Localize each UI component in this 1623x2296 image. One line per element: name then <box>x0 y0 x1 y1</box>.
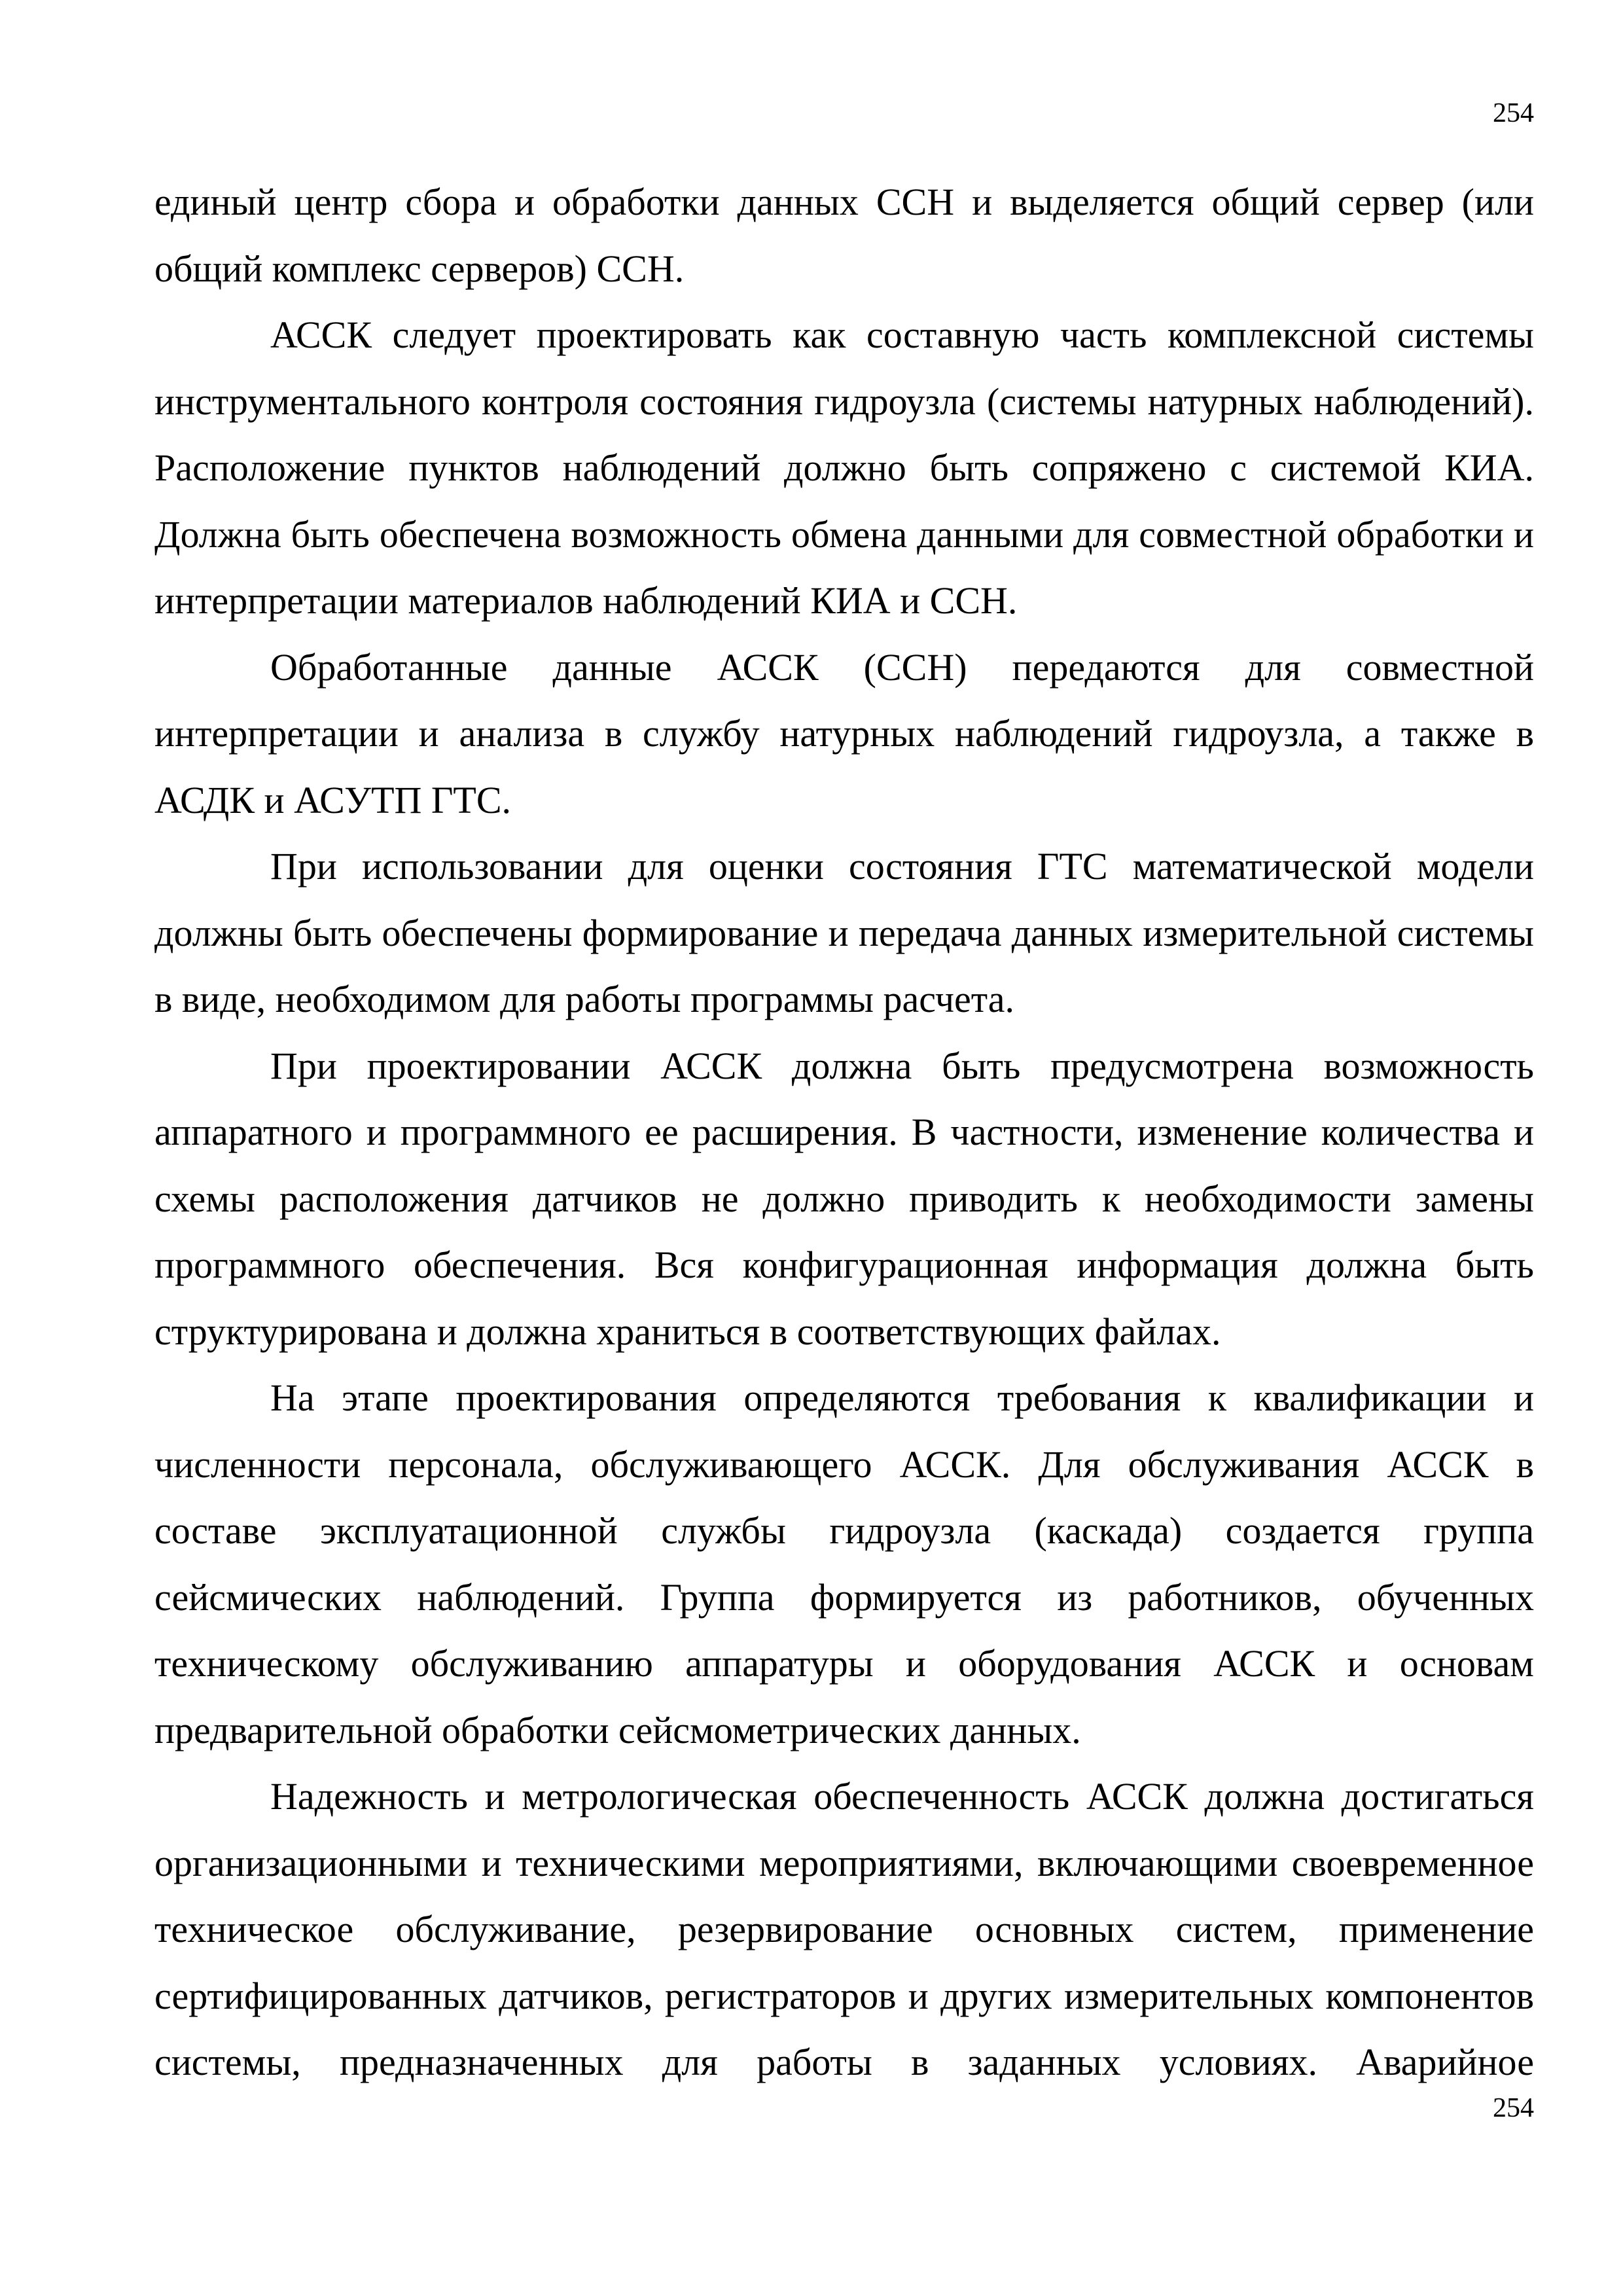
paragraph-4: При использовании для оценки состояния ГТС математической модели должны быть обеспечены формирование и передача данных измерительной системы в виде, необходимом для работы программы расчета. <box>154 845 1534 1020</box>
paragraph-6: На этапе проектирования определяются требования к квалификации и численности персонала, обслуживающего АССК. Для обслуживания АССК в составе эксплуатационной службы гидроузла (каскада) создается группа сейсмических наблюдений. Группа формируется из работников, обученных техническому обслуживанию аппаратуры и оборудования АССК и основам предварительной обработки сейсмометрических данных. <box>154 1376 1534 1751</box>
paragraph-1: единый центр сбора и обработки данных ССН и выделяется общий сервер (или общий комплекс серверов) ССН. <box>154 181 1534 290</box>
paragraph-5: При проектировании АССК должна быть предусмотрена возможность аппаратного и программного ее расширения. В частности, изменение количества и схемы расположения датчиков не должно приводить к необходимости замены программного обеспечения. Вся конфигурационная информация должна быть структурирована и должна храниться в соответствующих файлах. <box>154 1044 1534 1353</box>
page-number-top: 254 <box>1493 98 1534 128</box>
page-number-bottom: 254 <box>1493 2093 1534 2123</box>
paragraph-3: Обработанные данные АССК (ССН) передаются для совместной интерпретации и анализа в службу натурных наблюдений гидроузла, а также в АСДК и АСУТП ГТС. <box>154 645 1534 821</box>
paragraph-2: АССК следует проектировать как составную часть комплексной системы инструментального контроля состояния гидроузла (системы натурных наблюдений). Расположение пунктов наблюдений должно быть сопряжено с системой КИА. Должна быть обеспечена возможность обмена данными для совместной обработки и интерпретации материалов наблюдений КИА и ССН. <box>154 314 1534 622</box>
document-body <box>154 169 1534 2096</box>
paragraph-7: Надежность и метрологическая обеспеченность АССК должна достигаться организационными и техническими мероприятиями, включающими своевременное техническое обслуживание, резервирование основных систем, применение сертифицированных датчиков, регистраторов и других измерительных компонентов системы, предназначенных для работы в заданных условиях. Аварийное <box>154 1775 1534 2083</box>
